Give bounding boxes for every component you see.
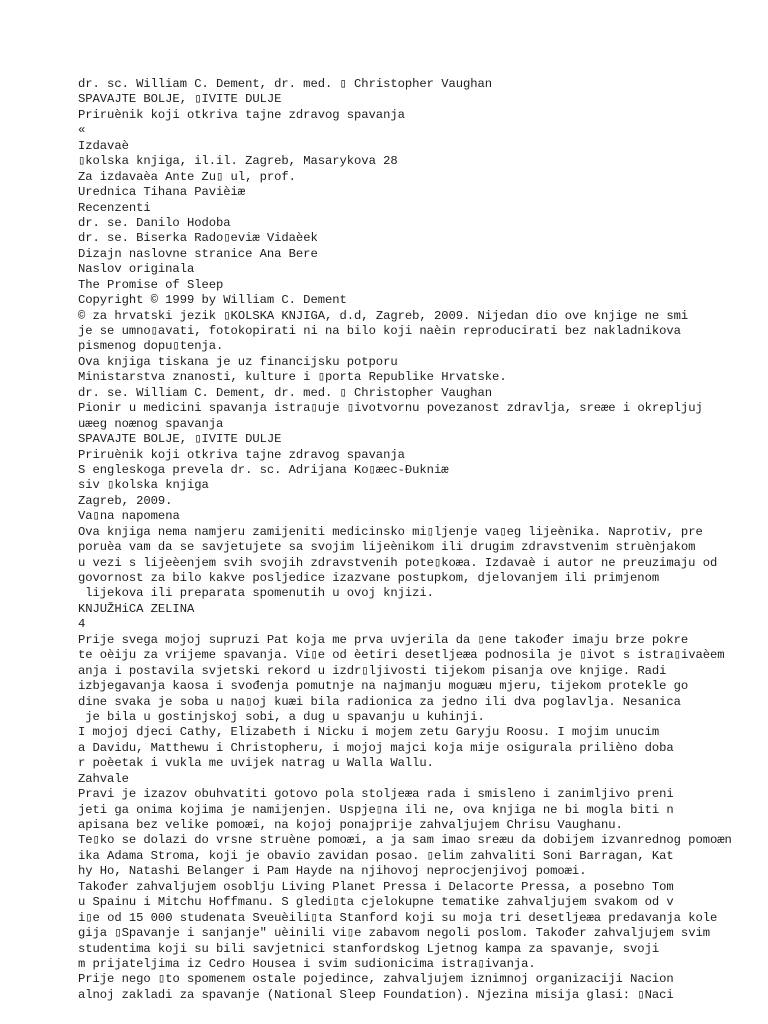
text-line: i▯e od 15 000 studenata Sveuèili▯ta Stanford koji su moja tri desetljeæa predavanja kole [78,910,718,925]
text-line: hy Ho, Natashi Belanger i Pam Hayde na njihovoj neprocjenjivoj pomoæi. [78,864,587,879]
text-line: Pravi je izazov obuhvatiti gotovo pola stoljeæa rada i smisleno i zanimljivo preni [78,787,674,802]
text-line: te oèiju za vrijeme spavanja. Vi▯e od èetiri desetljeæa podnosila je ▯ivot s istra▯ivaèem [78,648,725,663]
text-line: Prije svega mojoj supruzi Pat koja me prva uvjerila da ▯ene također imaju brze pokre [78,632,689,647]
text-line: govornost za bilo kakve posljedice izazvane postupkom, djelovanjem ili primjenom [78,571,660,585]
text-line: Prije nego ▯to spomenem ostale pojedince, zahvaljujem iznimnoj organizaciji Nacion [78,972,674,987]
text-line: Naslov originala [78,262,195,277]
text-line: Pionir u medicini spavanja istra▯uje ▯ivotvornu povezanost zdravlja, sreæe i okrepljuj [78,401,703,416]
text-line: ▯kolska knjiga, il.il. Zagreb, Masarykova 28 [78,154,398,169]
text-line: u vezi s lijeèenjem svih svojih zdravstvenih pote▯koæa. Izdavaè i autor ne preuzimaju od [78,555,718,570]
text-line: izbjegavanja kaosa i svođenja pomutnje na najmanju moguæu mjeru, tijekom protekle go [78,679,689,694]
text-line: dine svaka je soba u na▯oj kuæi bila radionica za jedno ili dva poglavlja. Nesanica [78,694,681,709]
text-line: je se umno▯avati, fotokopirati ni na bilo koji naèin reproducirati bez nakladnikova [78,324,681,338]
text-line: Te▯ko se dolazi do vrsne struène pomoæi, a ja sam imao sreæu da dobijem izvanrednog pomoæn [78,833,732,848]
document-text [78,77,768,1003]
text-line: SPAVAJTE BOLJE, ▯IVITE DULJE [78,432,282,447]
text-line: a Davidu, Matthewu i Christopheru, i mojoj majci koja mije osigurala prilièno doba [78,740,674,755]
text-line: studentima koji su bili savjetnici stanfordskog Ljetnog kampa za spavanje, svoji [78,941,660,956]
text-line: Va▯na napomena [78,509,180,524]
text-line: Također zahvaljujem osoblju Living Planet Pressa i Delacorte Pressa, a posebno Tom [78,879,674,894]
text-line: jeti ga onima kojima je namijenjen. Uspje▯na ili ne, ova knjiga ne bi mogla biti n [78,802,674,817]
text-line: Ministarstva znanosti, kulture i ▯porta Republike Hrvatske. [78,370,507,385]
text-line: dr. sc. William C. Dement, dr. med. ▯ Christopher Vaughan [78,77,493,91]
text-line: Ova knjiga nema namjeru zamijeniti medicinsko mi▯ljenje va▯eg lijeènika. Naprotiv, pre [78,524,703,539]
text-line: Priruènik koji otkriva tajne zdravog spavanja [78,447,405,462]
text-line: Copyright © 1999 by William C. Dement [78,293,347,308]
text-line: u Spainu i Mitchu Hoffmanu. S gledi▯ta cjelokupne tematike zahvaljujem svakom od v [78,895,674,910]
text-line: uæeg noænog spavanja [78,416,224,431]
text-line: Recenzenti [78,200,151,215]
text-line: I mojoj djeci Cathy, Elizabeth i Nicku i mojem zetu Garyju Roosu. I mojim unucim [78,725,660,740]
text-line: m prijateljima iz Cedro Housea i svim sudionicima istra▯ivanja. [78,956,536,971]
text-line: siv ▯kolska knjiga [78,478,209,493]
text-line: anja i postavila svjetski rekord u izdr▯ljivosti tijekom pisanja ove knjige. Radi [78,663,667,678]
text-line: 4 [78,617,86,632]
text-line: poruèa vam da se savjetujete sa svojim lijeènikom ili drugim zdravstvenim struènjakom [78,540,696,555]
text-line: Za izdavaèa Ante Zu▯ ul, prof. [78,169,296,184]
text-line: SPAVAJTE BOLJE, ▯IVITE DULJE [78,92,282,107]
text-line: lijekova ili preparata spomenutih u ovoj knjizi. [78,586,434,601]
text-line: © za hrvatski jezik ▯KOLSKA KNJIGA, d.d, Zagreb, 2009. Nijedan dio ove knjige ne smi [78,308,689,323]
text-line: dr. se. Danilo Hodoba [78,215,231,230]
text-line: Urednica Tihana Pavièiæ [78,185,246,200]
text-line: KNJUŽHiCA ZELINA [78,601,195,616]
text-line: pismenog dopu▯tenja. [78,339,224,354]
text-line: Priruènik koji otkriva tajne zdravog spavanja [78,107,405,122]
text-line: The Promise of Sleep [78,277,224,292]
text-line: « [78,123,86,138]
text-line: Izdavaè [78,138,129,153]
text-line: je bila u gostinjskoj sobi, a dug u spavanju u kuhinji. [78,709,485,724]
text-line: alnoj zakladi za spavanje (National Sleep Foundation). Njezina misija glasi: ▯Naci [78,987,674,1002]
text-line: dr. se. Biserka Rado▯eviæ Vidaèek [78,231,318,246]
text-line: Zagreb, 2009. [78,493,173,508]
text-line: apisana bez velike pomoæi, na kojoj ponajprije zahvaljujem Chrisu Vaughanu. [78,818,623,832]
text-line: gija ▯Spavanje i sanjanje" uèinili vi▯e zabavom negoli poslom. Također zahvaljujem svim [78,926,710,941]
text-line: r poèetak i vukla me uvijek natrag u Walla Wallu. [78,756,434,771]
text-line: ika Adama Stroma, koji je obavio zavidan posao. ▯elim zahvaliti Soni Barragan, Kat [78,848,674,863]
text-line: S engleskoga prevela dr. sc. Adrijana Ko▯æec-Đukniæ [78,462,449,477]
text-line: Zahvale [78,771,129,786]
text-line: dr. se. William C. Dement, dr. med. ▯ Christopher Vaughan [78,385,493,400]
text-line: Dizajn naslovne stranice Ana Bere [78,246,318,261]
text-line: Ova knjiga tiskana je uz financijsku potporu [78,354,398,369]
